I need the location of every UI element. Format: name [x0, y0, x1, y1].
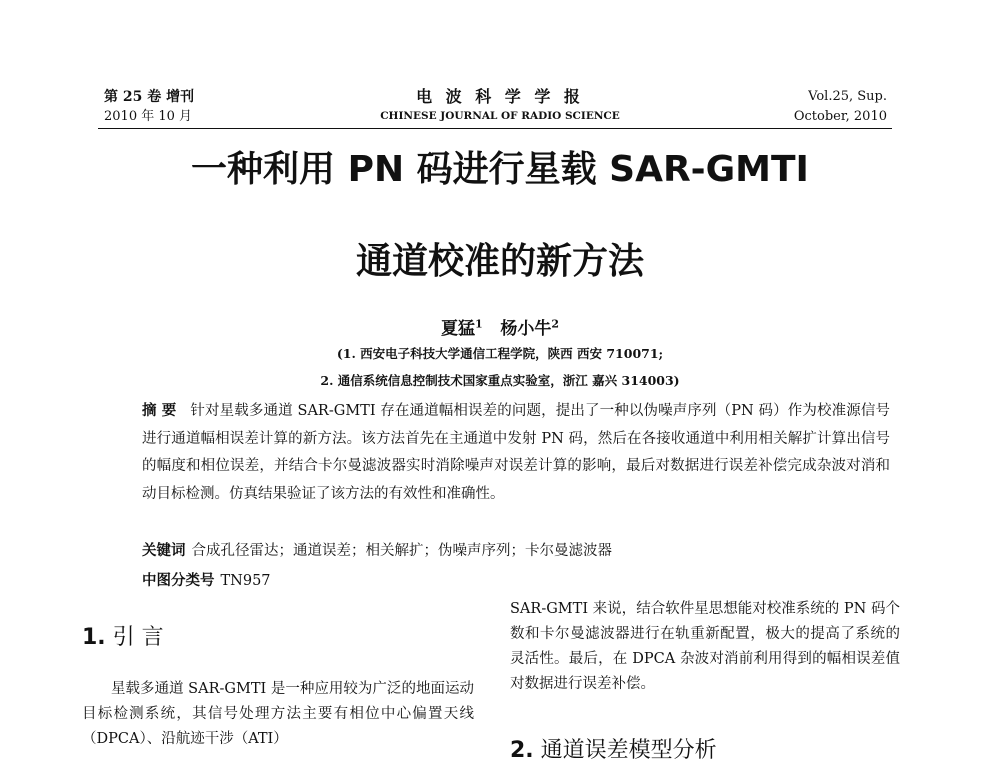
paper-title-line2: 通道校准的新方法: [355, 241, 644, 282]
abstract-text: 针对星载多通道 SAR-GMTI 存在通道幅相误差的问题，提出了一种以伪噪声序列（PN 码）作为校准源信号进行通道幅相误差计算的新方法。该方法首先在主通道中发射 PN 码，然后在各接收通道中利用相关解扩计算出信号的幅度和相位误差，并结合卡尔曼滤波器实时消除噪声对误差计算的影响，最后对数据进行误差补偿完成杂波对消和动目标检测。仿真结果验证了该方法的有效性和准确性。: [142, 403, 890, 502]
volume-label: 第 25 卷 增刊: [104, 89, 195, 105]
section-heading-channel-error-model: [510, 733, 717, 764]
author-list: [0, 314, 1000, 339]
section-number: 2.: [510, 738, 534, 763]
running-header-right: [794, 87, 887, 127]
classification-label: 中图分类号: [142, 573, 215, 589]
affiliation-2: 2. 通信系统信息控制技术国家重点实验室，浙江 嘉兴 314003): [320, 373, 680, 388]
classification-text: TN957: [220, 573, 271, 589]
issue-date-en: October, 2010: [793, 109, 887, 124]
issue-date: 2010 年 10 月: [104, 109, 193, 124]
paper-title-line1: 一种利用 PN 码进行星载 SAR-GMTI: [191, 149, 809, 190]
section-title: 通道误差模型分析: [540, 738, 717, 763]
author-name: 杨小牛: [500, 319, 552, 339]
keywords-label: 关键词: [142, 543, 186, 559]
keywords-text: 合成孔径雷达；通道误差；相关解扩；伪噪声序列；卡尔曼滤波器: [191, 543, 612, 559]
section-heading-introduction: [82, 620, 164, 651]
body-paragraph: SAR-GMTI 来说，结合软件星思想能对校准系统的 PN 码个数和卡尔曼滤波器进行在轨重新配置，极大的提高了系统的灵活性。最后，在 DPCA 杂波对消前利用得到的幅相误差值对数据进行误差补偿。: [510, 601, 900, 692]
journal-name-en: CHINESE JOURNAL OF RADIO SCIENCE: [380, 110, 620, 122]
affiliation-1: (1. 西安电子科技大学通信工程学院，陕西 西安 710071;: [336, 346, 664, 361]
section-title: 引 言: [112, 625, 164, 650]
author-affil-mark: 2: [551, 317, 560, 331]
running-header-left: [104, 87, 194, 127]
volume-label-en: Vol.25, Sup.: [808, 89, 887, 104]
author-name: 夏猛: [440, 319, 475, 339]
right-column: [510, 597, 900, 697]
keywords: [142, 540, 612, 562]
abstract: [142, 398, 890, 508]
body-paragraph: 星载多通道 SAR-GMTI 是一种应用较为广泛的地面运动目标检测系统，其信号处理方法主要有相位中心偏置天线（DPCA）、沿航迹干涉（ATI）: [82, 681, 474, 747]
left-column: [82, 677, 474, 752]
abstract-label: 摘 要: [142, 403, 177, 419]
running-header-center: [360, 87, 640, 125]
header-rule: [98, 128, 892, 129]
journal-name-cn: 电 波 科 学 学 报: [416, 87, 584, 106]
section-number: 1.: [82, 625, 106, 650]
classification-number: [142, 570, 271, 592]
author-affil-mark: 1: [474, 317, 483, 331]
